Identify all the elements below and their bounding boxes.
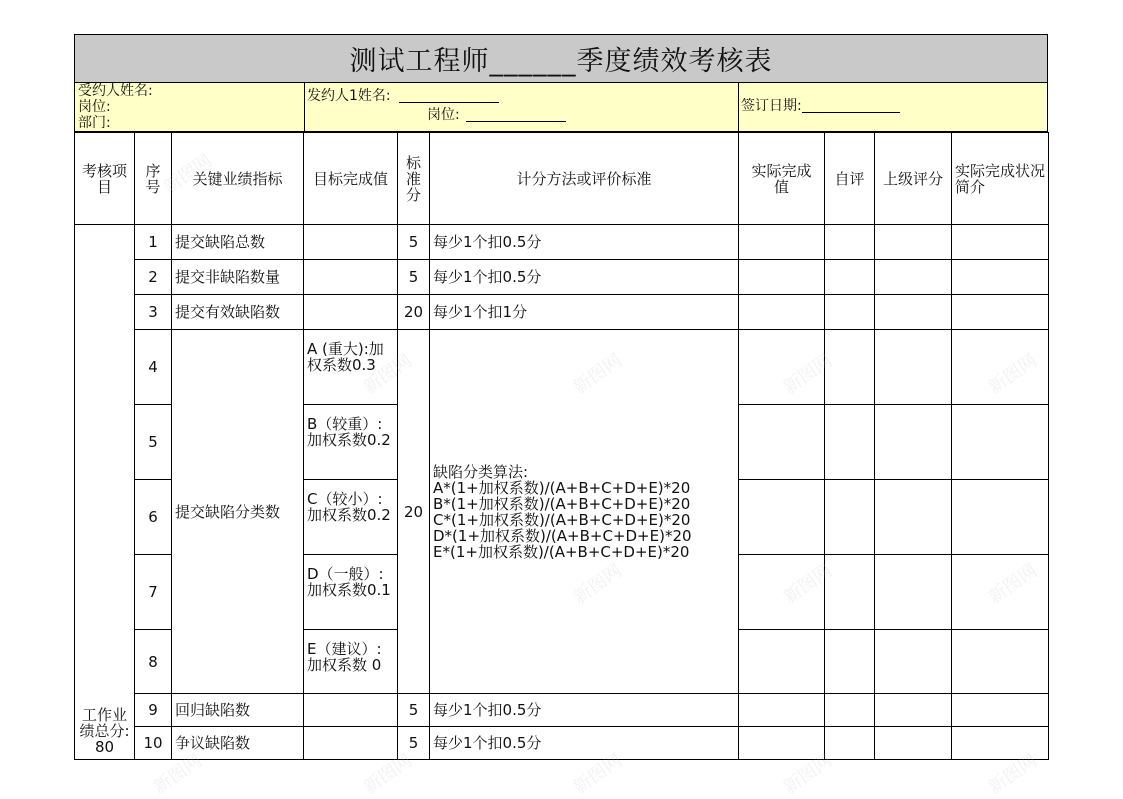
seq-cell: 10	[135, 727, 172, 760]
summary-cell[interactable]	[952, 694, 1049, 727]
target-cell: D（一般）:加权系数0.1	[304, 555, 398, 630]
watermark: 新图网	[984, 560, 1041, 609]
self-cell[interactable]	[825, 225, 875, 260]
issuer-name-field[interactable]	[399, 90, 499, 103]
seq-cell: 2	[135, 260, 172, 295]
actual-cell[interactable]	[739, 405, 825, 480]
appraisal-sheet	[74, 34, 1048, 760]
target-cell: A (重大):加权系数0.3	[304, 330, 398, 405]
superior-cell[interactable]	[875, 694, 952, 727]
watermark: 新图网	[779, 750, 836, 799]
superior-cell[interactable]	[875, 295, 952, 330]
self-cell[interactable]	[825, 295, 875, 330]
formula-line: A*(1+加权系数)/(A+B+C+D+E)*20	[433, 478, 691, 497]
summary-cell[interactable]	[952, 727, 1049, 760]
kpi-cell: 提交非缺陷数量	[172, 260, 304, 295]
seq-cell: 1	[135, 225, 172, 260]
method-title: 缺陷分类算法:	[433, 462, 529, 481]
superior-cell[interactable]	[875, 225, 952, 260]
kpi-cell: 提交缺陷总数	[172, 225, 304, 260]
seq-cell: 9	[135, 694, 172, 727]
target-cell[interactable]	[304, 225, 398, 260]
department-label: 部门:	[78, 115, 111, 131]
seq-cell: 8	[135, 630, 172, 694]
seq-cell: 4	[135, 330, 172, 405]
target-cell[interactable]	[304, 295, 398, 330]
seq-cell: 6	[135, 480, 172, 555]
actual-cell[interactable]	[739, 260, 825, 295]
actual-cell[interactable]	[739, 480, 825, 555]
watermark: 新图网	[569, 750, 626, 799]
score-cell: 20	[398, 295, 430, 330]
self-cell[interactable]	[825, 260, 875, 295]
watermark: 新图网	[984, 750, 1041, 799]
actual-cell[interactable]	[739, 225, 825, 260]
watermark: 新图网	[779, 350, 836, 399]
target-cell[interactable]	[304, 694, 398, 727]
table-row	[75, 260, 1049, 295]
watermark: 新图网	[569, 350, 626, 399]
header-self: 自评	[825, 133, 875, 225]
table-row	[75, 727, 1049, 760]
summary-cell[interactable]	[952, 330, 1049, 405]
actual-cell[interactable]	[739, 555, 825, 630]
self-cell[interactable]	[825, 694, 875, 727]
actual-cell[interactable]	[739, 694, 825, 727]
score-cell: 5	[398, 225, 430, 260]
issuer-name-label: 发约人1姓名:	[307, 88, 391, 104]
watermark: 新图网	[159, 150, 217, 199]
method-cell: 每少1个扣0.5分	[430, 260, 739, 295]
superior-cell[interactable]	[875, 480, 952, 555]
summary-cell[interactable]	[952, 260, 1049, 295]
header-actual: 实际完成值	[739, 133, 825, 225]
issuer-position-label: 岗位:	[427, 107, 460, 123]
target-cell: E（建议）:加权系数 0	[304, 630, 398, 694]
score-cell: 5	[398, 260, 430, 295]
actual-cell[interactable]	[739, 295, 825, 330]
method-cell: 每少1个扣0.5分	[430, 694, 739, 727]
receiver-cell[interactable]	[75, 83, 305, 131]
superior-cell[interactable]	[875, 555, 952, 630]
sign-date-cell[interactable]	[738, 83, 1047, 131]
header-method: 计分方法或评价标准	[430, 133, 739, 225]
target-cell[interactable]	[304, 260, 398, 295]
superior-cell[interactable]	[875, 330, 952, 405]
sign-date-field[interactable]	[802, 100, 900, 113]
header-target: 目标完成值	[304, 133, 398, 225]
table-row	[75, 295, 1049, 330]
self-cell[interactable]	[825, 405, 875, 480]
issuer-cell[interactable]	[304, 83, 739, 131]
header-item: 考核项目	[75, 133, 135, 225]
category-cell	[75, 225, 135, 760]
position-label: 岗位:	[78, 99, 111, 115]
formula-line: B*(1+加权系数)/(A+B+C+D+E)*20	[433, 494, 691, 513]
summary-cell[interactable]	[952, 555, 1049, 630]
self-cell[interactable]	[825, 330, 875, 405]
watermark: 新图网	[149, 750, 207, 799]
self-cell[interactable]	[825, 727, 875, 760]
watermark: 新图网	[779, 560, 836, 609]
table-row	[75, 694, 1049, 727]
method-cell	[430, 330, 739, 694]
method-cell: 每少1个扣0.5分	[430, 225, 739, 260]
self-cell[interactable]	[825, 555, 875, 630]
superior-cell[interactable]	[875, 405, 952, 480]
formula-line: E*(1+加权系数)/(A+B+C+D+E)*20	[433, 542, 690, 561]
category-total: 80	[94, 738, 115, 756]
method-cell: 每少1个扣1分	[430, 295, 739, 330]
method-cell: 每少1个扣0.5分	[430, 727, 739, 760]
target-cell[interactable]	[304, 727, 398, 760]
sign-date-label: 签订日期:	[741, 98, 802, 114]
watermark: 新图网	[359, 750, 417, 799]
seq-cell: 5	[135, 405, 172, 480]
actual-cell[interactable]	[739, 630, 825, 694]
seq-cell: 7	[135, 555, 172, 630]
self-cell[interactable]	[825, 630, 875, 694]
sheet-title: 测试工程师______季度绩效考核表	[74, 34, 1048, 83]
actual-cell[interactable]	[739, 727, 825, 760]
table-row	[75, 330, 1049, 405]
table-row	[75, 225, 1049, 260]
target-cell: C（较小）:加权系数0.2	[304, 480, 398, 555]
kpi-cell: 提交有效缺陷数	[172, 295, 304, 330]
kpi-cell: 提交缺陷分类数	[172, 330, 304, 694]
watermark: 新图网	[569, 560, 626, 609]
header-superior: 上级评分	[875, 133, 952, 225]
category-label: 工作业绩总分:	[79, 706, 130, 740]
watermark: 新图网	[359, 350, 417, 399]
kpi-cell: 争议缺陷数	[172, 727, 304, 760]
header-summary: 实际完成状况简介	[952, 133, 1049, 225]
issuer-position-field[interactable]	[466, 109, 566, 122]
score-cell: 5	[398, 694, 430, 727]
watermark: 新图网	[984, 350, 1041, 399]
summary-cell[interactable]	[952, 480, 1049, 555]
kpi-table	[74, 132, 1049, 760]
score-cell: 20	[398, 330, 430, 694]
header-score: 标准分	[398, 133, 430, 225]
seq-cell: 3	[135, 295, 172, 330]
receiver-name-label: 受约人姓名:	[78, 83, 153, 99]
info-bar	[74, 83, 1048, 132]
header-kpi: 关键业绩指标	[172, 133, 304, 225]
target-cell: B（较重）:加权系数0.2	[304, 405, 398, 480]
superior-cell[interactable]	[875, 630, 952, 694]
self-cell[interactable]	[825, 480, 875, 555]
header-seq: 序号	[135, 133, 172, 225]
summary-cell[interactable]	[952, 405, 1049, 480]
actual-cell[interactable]	[739, 330, 825, 405]
summary-cell[interactable]	[952, 225, 1049, 260]
header-row	[75, 133, 1049, 225]
kpi-cell: 回归缺陷数	[172, 694, 304, 727]
formula-line: D*(1+加权系数)/(A+B+C+D+E)*20	[433, 526, 692, 545]
summary-cell[interactable]	[952, 630, 1049, 694]
summary-cell[interactable]	[952, 295, 1049, 330]
score-cell: 5	[398, 727, 430, 760]
formula-line: C*(1+加权系数)/(A+B+C+D+E)*20	[433, 510, 691, 529]
superior-cell[interactable]	[875, 260, 952, 295]
superior-cell[interactable]	[875, 727, 952, 760]
